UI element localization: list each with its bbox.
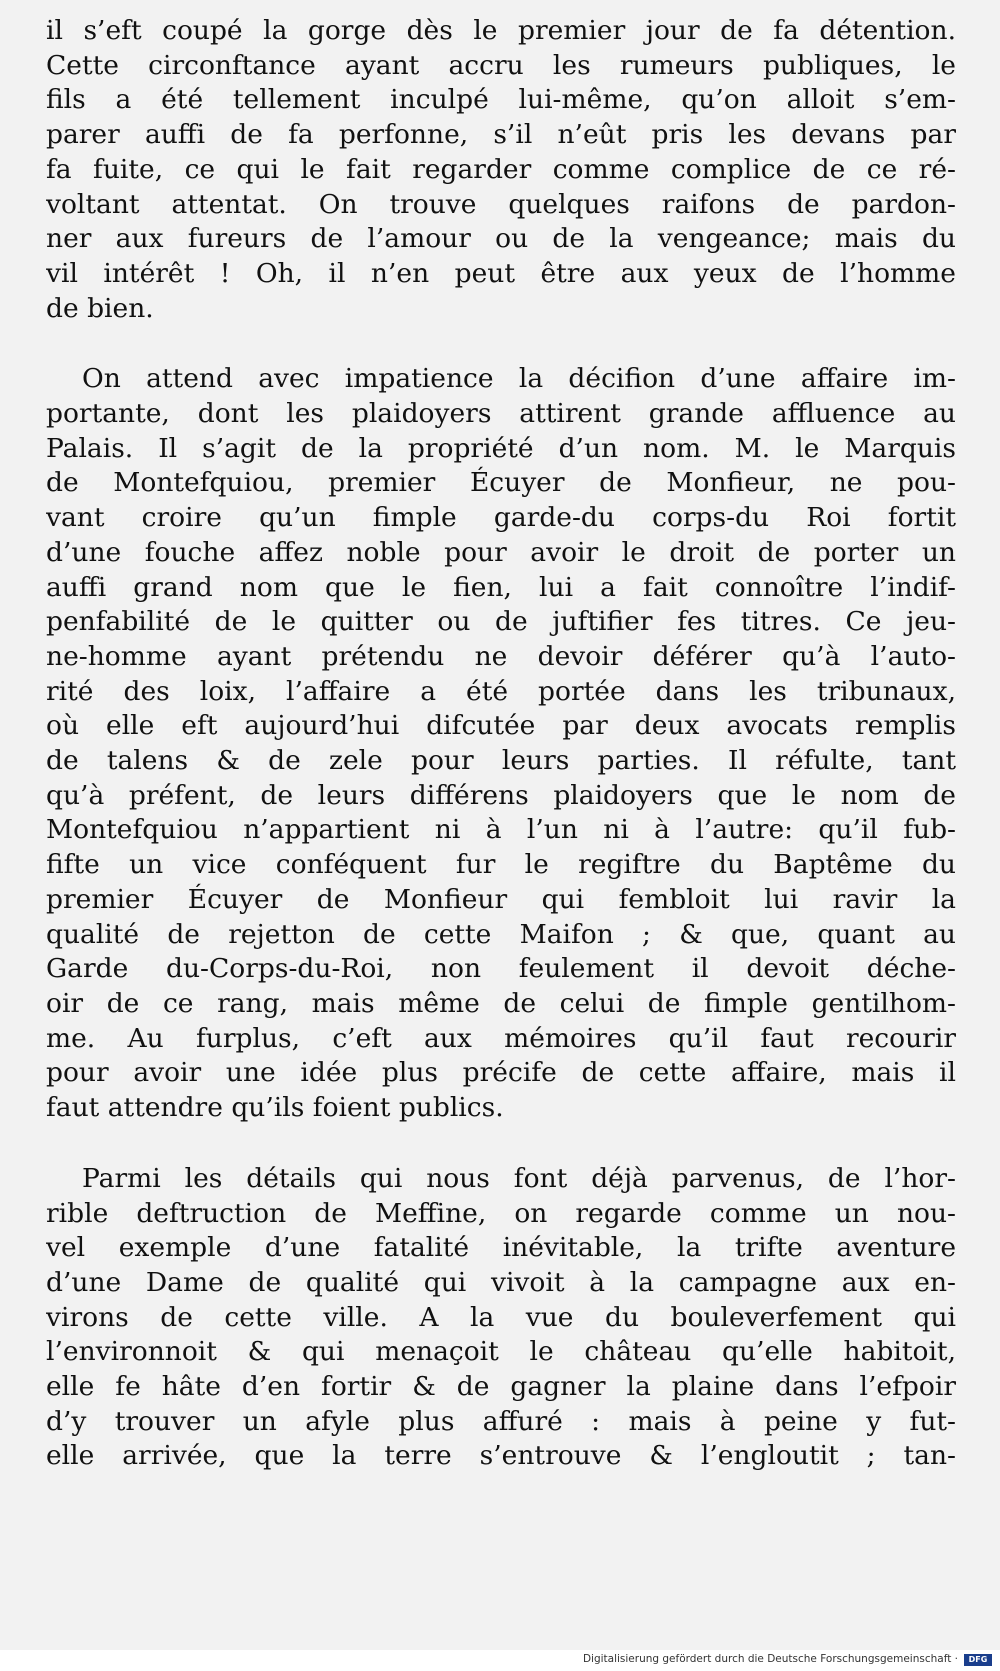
funding-credit: Digitalisierung gefördert durch die Deutsche Forschungsgemeinschaft ·: [582, 1653, 958, 1665]
text-line: vel exemple d’une fatalité inévitable, la trifte aventure: [46, 1232, 956, 1264]
text-line: d’y trouver un afyle plus affuré : mais à peine y fut-: [46, 1405, 956, 1437]
text-line: ne-homme ayant prétendu ne devoir déférer qu’à l’auto-: [46, 640, 956, 672]
text-line: fils a été tellement inculpé lui-même, qu’on alloit s’em-: [46, 84, 956, 116]
text-line: penfabilité de le quitter ou de juftifier fes titres. Ce jeu-: [46, 606, 956, 638]
text-line: oir de ce rang, mais même de celui de fimple gentilhom-: [46, 987, 956, 1019]
text-line: parer auffi de fa perfonne, s’il n’eût pris les devans par: [46, 119, 956, 151]
paragraph-3: [46, 1162, 956, 1474]
text-line: rité des loix, l’affaire a été portée dans les tribunaux,: [46, 675, 956, 707]
text-line: elle arrivée, que la terre s’entrouve & l’engloutit ; tan-: [46, 1440, 956, 1472]
text-line: portante, dont les plaidoyers attirent grande affluence au: [46, 398, 956, 430]
text-line: qualité de rejetton de cette Maifon ; & que, quant au: [46, 918, 956, 950]
dfg-logo: DFG: [964, 1654, 992, 1666]
text-line: voltant attentat. On trouve quelques raifons de pardon-: [46, 188, 956, 220]
text-line: d’une Dame de qualité qui vivoit à la campagne aux en-: [46, 1266, 956, 1298]
text-line: Palais. Il s’agit de la propriété d’un nom. M. le Marquis: [46, 432, 956, 464]
paragraph-gap: [46, 1126, 956, 1162]
footer-bar: [0, 1650, 1000, 1671]
text-line: vil intérêt ! Oh, il n’en peut être aux yeux de l’homme: [46, 257, 956, 289]
text-line: Cette circonftance ayant accru les rumeurs publiques, le: [46, 49, 956, 81]
text-line: elle fe hâte d’en fortir & de gagner la plaine dans l’efpoir: [46, 1371, 956, 1403]
text-line: faut attendre qu’ils foient publics.: [46, 1092, 504, 1124]
text-line: où elle eft aujourd’hui difcutée par deux avocats remplis: [46, 710, 956, 742]
text-line: Parmi les détails qui nous font déjà parvenus, de l’hor-: [82, 1162, 956, 1194]
text-line: ner aux fureurs de l’amour ou de la vengeance; mais du: [46, 223, 956, 255]
text-line: l’environnoit & qui menaçoit le château qu’elle habitoit,: [46, 1336, 956, 1368]
text-line: pour avoir une idée plus précife de cette affaire, mais il: [46, 1057, 956, 1089]
text-line: premier Écuyer de Monfieur qui fembloit lui ravir la: [46, 883, 956, 915]
text-line: de talens & de zele pour leurs parties. Il réfulte, tant: [46, 745, 956, 777]
text-line: virons de cette ville. A la vue du bouleverfement qui: [46, 1301, 956, 1333]
text-line: fa fuite, ce qui le fait regarder comme complice de ce ré-: [46, 153, 956, 185]
paragraph-1: [46, 14, 956, 326]
text-line: de Montefquiou, premier Écuyer de Monfieur, ne pou-: [46, 467, 956, 499]
text-line: qu’à préfent, de leurs différens plaidoyers que le nom de: [46, 779, 956, 811]
text-line: rible deftruction de Meffine, on regarde comme un nou-: [46, 1197, 956, 1229]
paragraph-2: [46, 362, 956, 1125]
paragraph-gap: [46, 326, 956, 362]
text-line: Garde du-Corps-du-Roi, non feulement il devoit déche-: [46, 953, 956, 985]
text-line: Montefquiou n’appartient ni à l’un ni à l’autre: qu’il fub-: [46, 814, 956, 846]
text-line: il s’eft coupé la gorge dès le premier jour de fa détention.: [46, 15, 956, 46]
text-line: fifte un vice conféquent fur le regiftre du Baptême du: [46, 849, 956, 881]
text-line: auffi grand nom que le fien, lui a fait connoître l’indif-: [46, 571, 956, 603]
text-line: vant croire qu’un fimple garde-du corps-du Roi fortit: [46, 502, 956, 534]
text-line: On attend avec impatience la décifion d’une affaire im-: [82, 363, 956, 395]
text-line: d’une fouche affez noble pour avoir le droit de porter un: [46, 536, 956, 568]
text-body: [46, 14, 956, 1474]
text-line: de bien.: [46, 292, 154, 324]
text-line: me. Au furplus, c’eft aux mémoires qu’il faut recourir: [46, 1022, 956, 1054]
